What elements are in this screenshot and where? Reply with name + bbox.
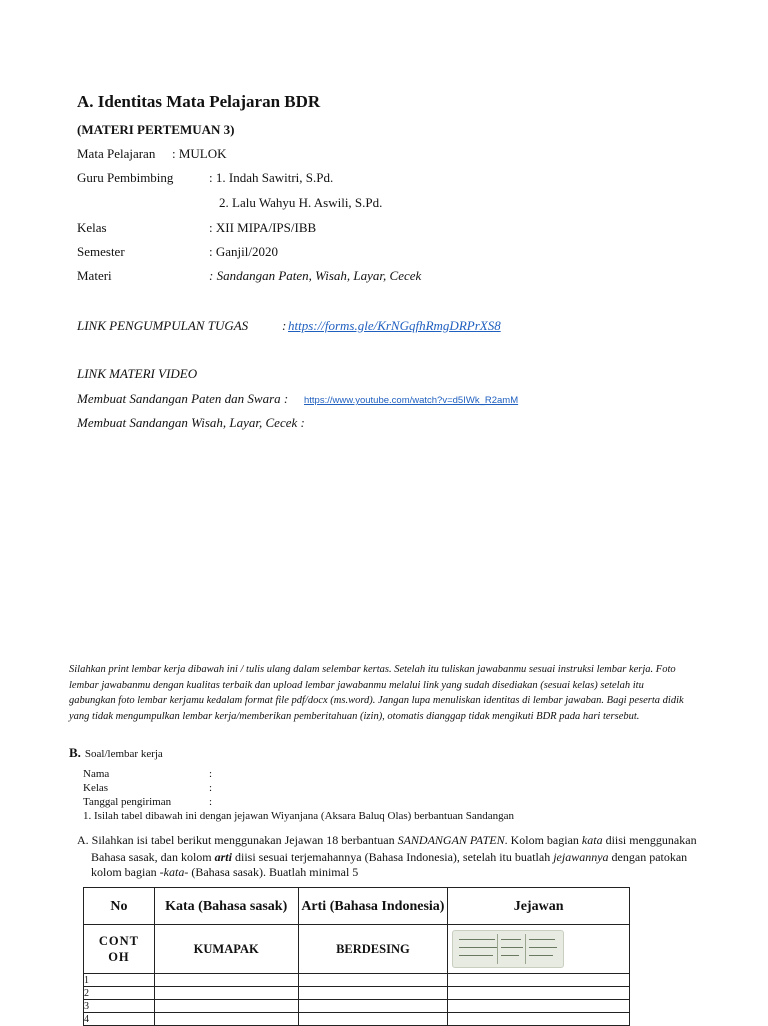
table-header-row <box>84 888 630 925</box>
field-label-kelas: Kelas <box>77 220 107 235</box>
form-label-kelas: Kelas <box>83 782 109 794</box>
row-kata-cell[interactable] <box>154 987 298 1000</box>
row-arti-cell[interactable] <box>298 1000 448 1013</box>
example-jejawan <box>448 925 630 974</box>
section-b-letter: B. <box>69 745 81 760</box>
form-sep-tanggal: : <box>209 796 213 808</box>
form-label-nama: Nama <box>83 768 110 780</box>
video1-label: Membuat Sandangan Paten dan Swara : <box>77 391 289 406</box>
field-label-mapel: Mata Pelajaran <box>77 146 156 161</box>
section-a-title: A. Identitas Mata Pelajaran BDR <box>77 92 321 111</box>
row-no: 4 <box>84 1013 155 1026</box>
jejawan-script-image-icon <box>452 930 564 968</box>
form-sep-nama: : <box>209 768 213 780</box>
field-value-semester: : Ganjil/2020 <box>209 244 278 259</box>
link-materi-label: LINK MATERI VIDEO <box>77 366 198 381</box>
table-row <box>84 987 630 1000</box>
field-label-semester: Semester <box>77 244 125 259</box>
row-kata-cell[interactable] <box>154 1000 298 1013</box>
field-value-kelas: : XII MIPA/IPS/IBB <box>209 220 317 235</box>
question-a-line2: Bahasa sasak, dan kolom arti diisi sesuai terjemahannya (Bahasa Indonesia), setelah itu buatlah jejawannya dengan patokan <box>91 850 688 864</box>
section-b-title: Soal/lembar kerja <box>84 748 163 760</box>
form-sep-kelas: : <box>209 782 213 794</box>
example-no: CONTOH <box>84 925 155 974</box>
table-row <box>84 1000 630 1013</box>
row-no: 3 <box>84 1000 155 1013</box>
header-arti: Arti (Bahasa Indonesia) <box>298 888 448 925</box>
header-no: No <box>84 888 155 925</box>
field-value-materi: : Sandangan Paten, Wisah, Layar, Cecek <box>209 268 422 283</box>
form-label-tanggal: Tanggal pengiriman <box>83 796 172 808</box>
table-row <box>84 974 630 987</box>
field-value-guru-1: : 1. Indah Sawitri, S.Pd. <box>209 170 334 185</box>
row-arti-cell[interactable] <box>298 974 448 987</box>
section-a-subtitle: (MATERI PERTEMUAN 3) <box>77 122 235 137</box>
field-value-guru-2: 2. Lalu Wahyu H. Aswili, S.Pd. <box>219 195 383 210</box>
table-example-row <box>84 925 630 974</box>
video2-label: Membuat Sandangan Wisah, Layar, Cecek : <box>77 415 305 430</box>
row-kata-cell[interactable] <box>154 974 298 987</box>
row-no: 2 <box>84 987 155 1000</box>
instructions-paragraph: Silahkan print lembar kerja dibawah ini / tulis ulang dalam selembar kertas. Setelah itu tuliskan jawabanmu sesuai instruksi lembar kerja. Foto lembar jawabanmu dengan kualitas terbaik dan upload lembar jawabanmu melalui link yang sudah disediakan (sesuai kelas) setelah itu gabungkan foto lembar kerjamu kedalam format file pdf/docx (ms.word). Jangan lupa menuliskan identitas di lembar jawaban. Bagi peserta didik yang tidak mengumpulkan lembar kerja/memberikan pemberitahuan (izin), otomatis dianggap tidak mengikuti BDR pada hari tersebut. <box>69 664 684 722</box>
header-jejawan: Jejawan <box>448 888 630 925</box>
example-arti: BERDESING <box>298 925 448 974</box>
row-no: 1 <box>84 974 155 987</box>
link-pengumpulan-sep: : <box>282 318 287 333</box>
link-pengumpulan-url[interactable]: https://forms.gle/KrNGqfhRmgDRPrXS8 <box>288 318 501 333</box>
row-arti-cell[interactable] <box>298 987 448 1000</box>
example-kata: KUMAPAK <box>154 925 298 974</box>
question-a-line1: A. Silahkan isi tabel berikut menggunakan Jejawan 18 berbantuan SANDANGAN PATEN. Kolom bagian kata diisi menggunakan <box>77 833 697 847</box>
field-value-mapel: : MULOK <box>172 146 227 161</box>
link-pengumpulan-label: LINK PENGUMPULAN TUGAS <box>77 318 249 333</box>
question-a-line3: kolom bagian -kata- (Bahasa sasak). Buatlah minimal 5 <box>91 865 359 879</box>
worksheet-table <box>83 887 630 1026</box>
row-jejawan-cell[interactable] <box>448 1000 630 1013</box>
field-label-materi: Materi <box>77 268 112 283</box>
row-jejawan-cell[interactable] <box>448 974 630 987</box>
video1-url[interactable]: https://www.youtube.com/watch?v=d5IWk_R2amM <box>304 395 519 406</box>
row-jejawan-cell[interactable] <box>448 987 630 1000</box>
field-label-guru: Guru Pembimbing <box>77 170 174 185</box>
header-kata: Kata (Bahasa sasak) <box>154 888 298 925</box>
question-1: 1. Isilah tabel dibawah ini dengan jejawan Wiyanjana (Aksara Baluq Olas) berbantuan Sandangan <box>83 810 514 822</box>
